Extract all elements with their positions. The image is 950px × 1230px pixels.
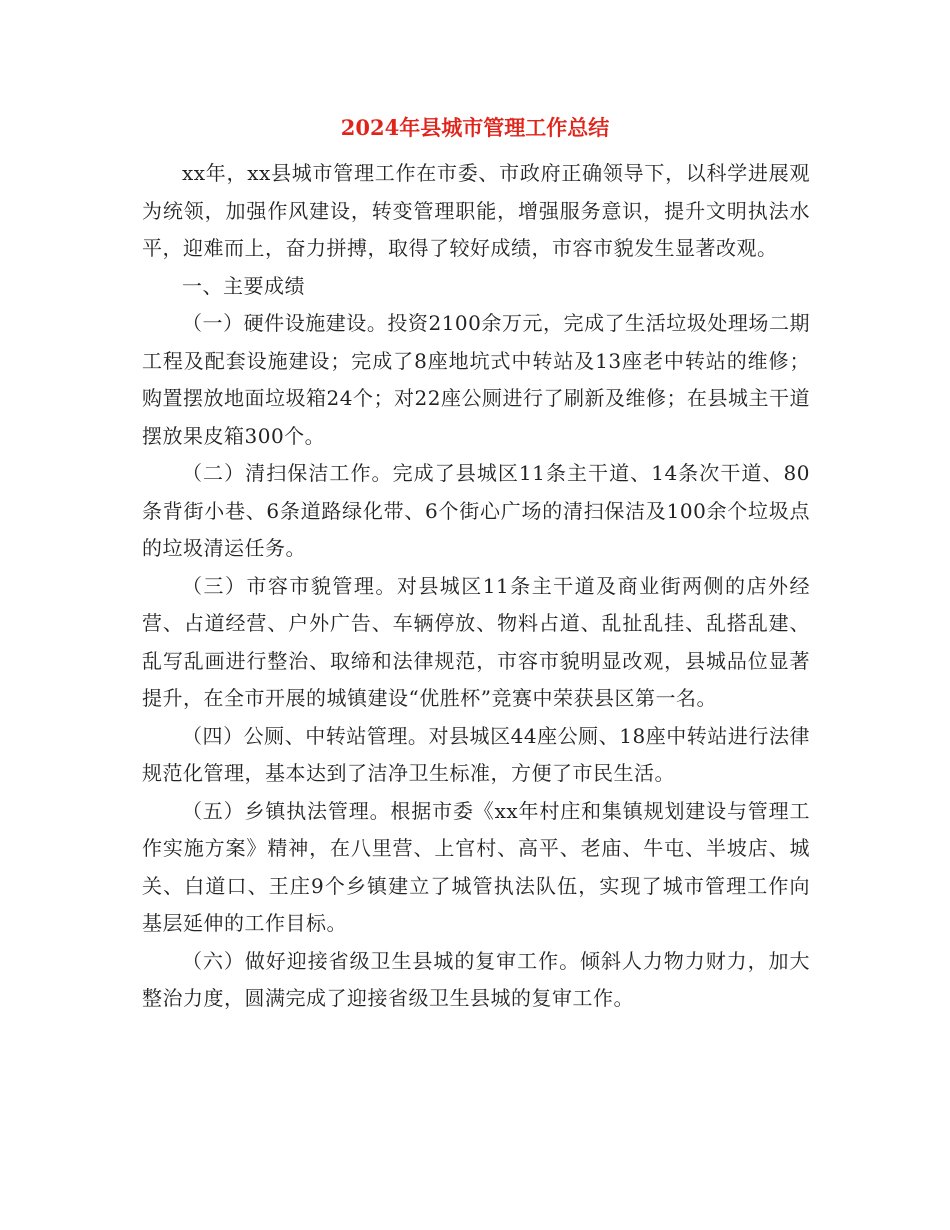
section-heading-main-achievements: 一、主要成绩 (182, 273, 305, 298)
paragraph-toilets-transfer-stations: （四）公厕、中转站管理。对县城区44座公厕、18座中转站进行法律规范化管理，基本达到了洁净卫生标准，方便了市民生活。 (142, 723, 810, 785)
paragraph-hardware-facilities: （一）硬件设施建设。投资2100余万元，完成了生活垃圾处理场二期工程及配套设施建设；完成了8座地坑式中转站及13座老中转站的维修；购置摆放地面垃圾箱24个；对22座公厕进行了刷新及维修；在县城主干道摆放果皮箱300个。 (142, 311, 810, 448)
paragraph-city-appearance: （三）市容市貌管理。对县城区11条主干道及商业街两侧的店外经营、占道经营、户外广告、车辆停放、物料占道、乱扯乱挂、乱搭乱建、乱写乱画进行整治、取缔和法律规范，市容市貌明显改观，县城品位显著提升，在全市开展的城镇建设“优胜杯”竞赛中荣获县区第一名。 (142, 573, 810, 710)
document-title: 2024年县城市管理工作总结 (340, 115, 610, 140)
paragraph-township-enforcement: （五）乡镇执法管理。根据市委《xx年村庄和集镇规划建设与管理工作实施方案》精神，在八里营、上官村、高平、老庙、牛屯、半坡店、城关、白道口、王庄9个乡镇建立了城管执法队伍，实现了城市管理工作向基层延伸的工作目标。 (142, 798, 810, 935)
paragraph-intro: xx年，xx县城市管理工作在市委、市政府正确领导下，以科学进展观为统领，加强作风建设，转变管理职能，增强服务意识，提升文明执法水平，迎难而上，奋力拼搏，取得了较好成绩，市容市貌发生显著改观。 (142, 161, 810, 260)
document-body (142, 155, 810, 1018)
paragraph-cleaning-work: （二）清扫保洁工作。完成了县城区11条主干道、14条次干道、80条背街小巷、6条道路绿化带、6个街心广场的清扫保洁及100余个垃圾点的垃圾清运任务。 (142, 461, 810, 560)
paragraph-sanitation-review: （六）做好迎接省级卫生县城的复审工作。倾斜人力物力财力，加大整治力度，圆满完成了迎接省级卫生县城的复审工作。 (142, 948, 810, 1010)
